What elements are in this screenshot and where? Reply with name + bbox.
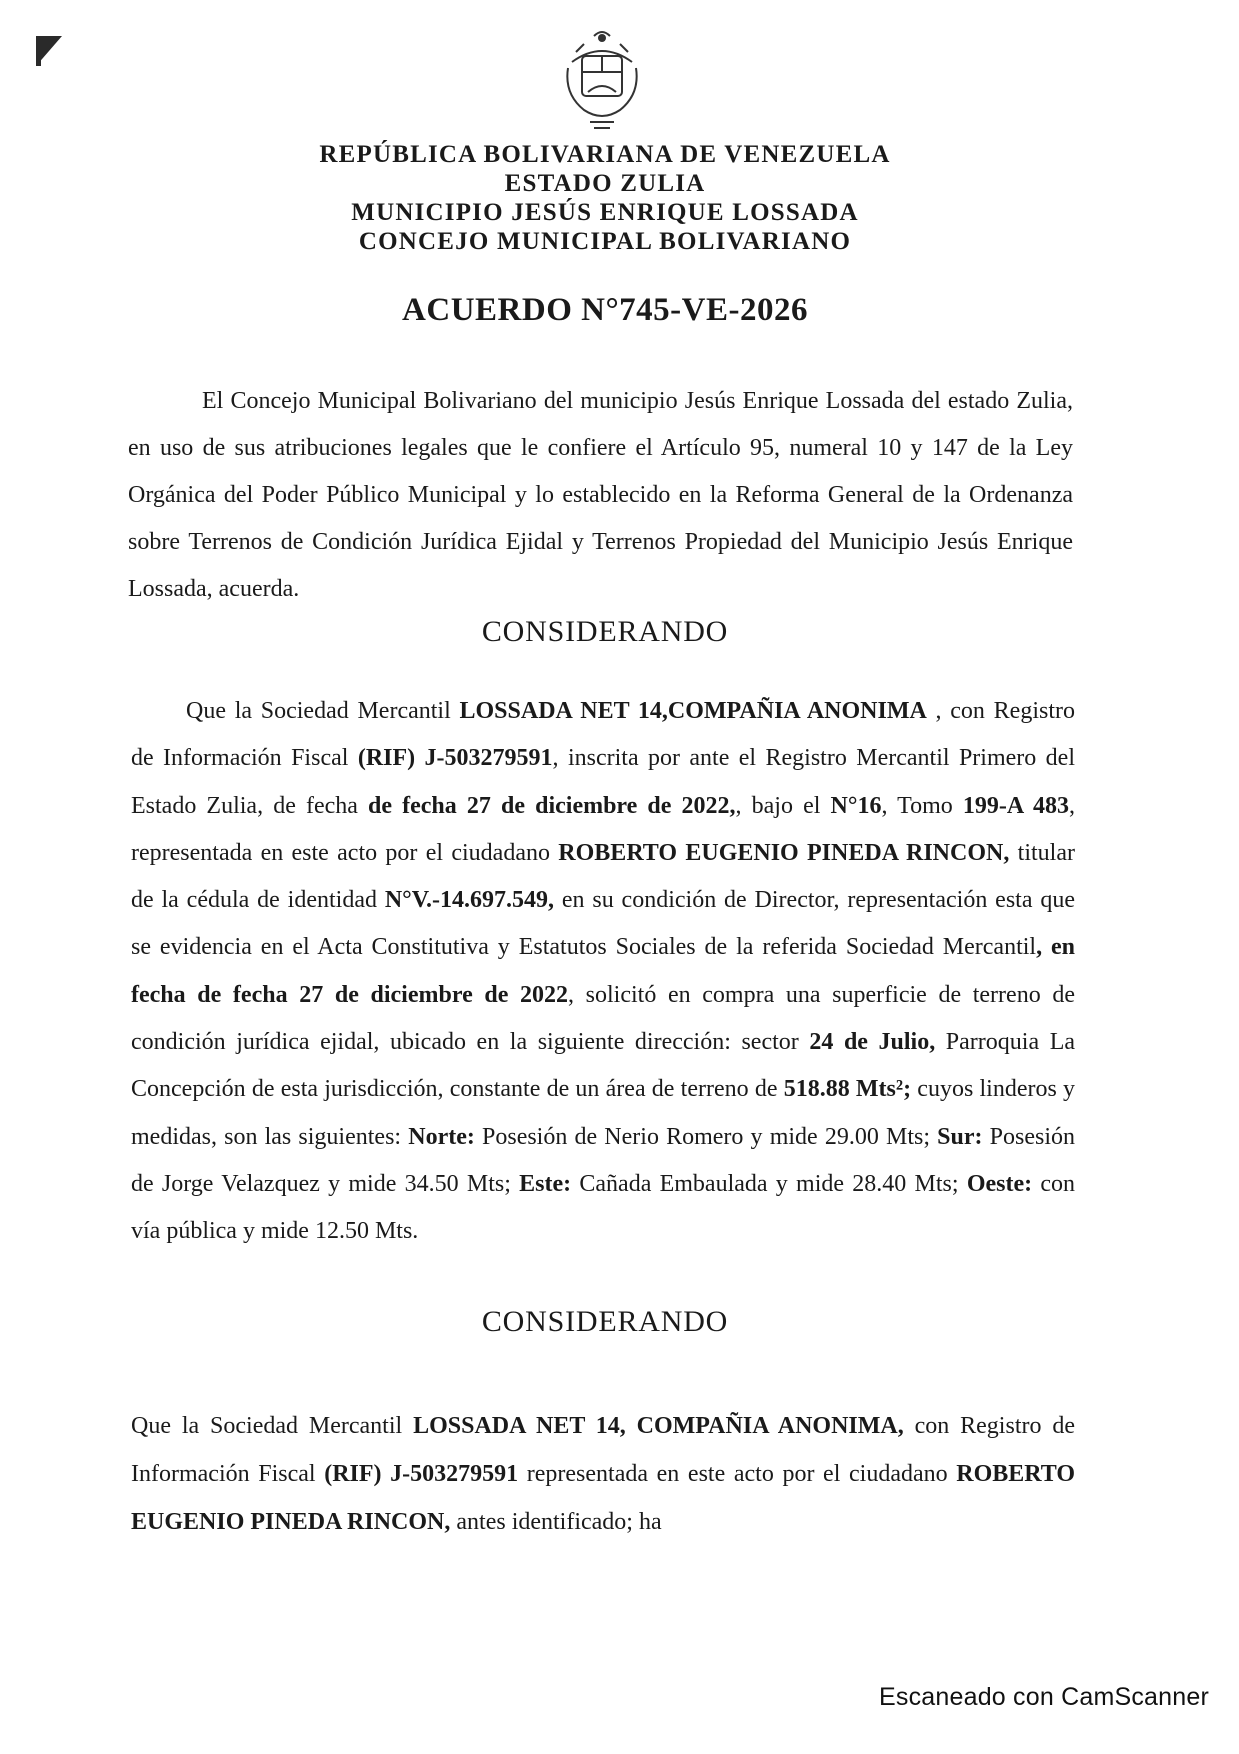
- bold-run: ROBERTO EUGENIO PINEDA RINCON,: [131, 1461, 1075, 1535]
- acuerdo-title: ACUERDO N°745-VE-2026: [402, 292, 808, 328]
- text-run: en su condición de Director, representación esta que se evidencia en el Acta Constitutiva y Estatutos Sociales de la referida Sociedad Mercantil: [131, 887, 1075, 961]
- text-run: Parroquia La Concepción de esta jurisdicción, constante de un área de terreno de: [131, 1029, 1076, 1103]
- header-line-council: CONCEJO MUNICIPAL BOLIVARIANO: [358, 228, 852, 255]
- bold-run: Norte:: [408, 1123, 475, 1150]
- intro-paragraph: El Concejo Municipal Bolivariano del municipio Jesús Enrique Lossada del estado Zulia, en uso de sus atribuciones legales que le confiere el Artículo 95, numeral 10 y 147 de la Ley Orgánica del Poder Público Municipal y lo establecido en la Reforma General de la Ordenanza sobre Terrenos de Condición Jurídica Ejidal y Terrenos Propiedad del Municipio Jesús Enrique Lossada, acuerda.: [128, 388, 1073, 602]
- text-run: Que la Sociedad Mercantil: [186, 698, 460, 724]
- considerando-title-1: CONSIDERANDO: [481, 615, 729, 648]
- document-header: [0, 140, 1210, 256]
- text-run: , solicitó en compra una superficie de terreno de condición jurídica ejidal, ubicado en la siguiente dirección: sector: [131, 981, 1075, 1056]
- text-run: , Tomo: [881, 792, 963, 819]
- text-run: , bajo el: [735, 792, 831, 819]
- text-run: titular de la cédula de identidad: [131, 839, 1075, 914]
- considerando-paragraph-1: [131, 688, 1075, 1256]
- text-run: , inscrita por ante el Registro Mercantil Primero del Estado Zulia, de fecha: [131, 745, 1075, 819]
- text-run: antes identificado; ha: [450, 1509, 662, 1535]
- considerando-title-2: CONSIDERANDO: [481, 1305, 729, 1338]
- bold-run: ROBERTO EUGENIO PINEDA RINCON,: [558, 839, 1010, 866]
- bold-run: de fecha 27 de diciembre de 2022,: [368, 792, 736, 819]
- coat-of-arms-seal: [554, 22, 650, 134]
- scan-corner-mark: [36, 36, 62, 66]
- bold-run: , en fecha de fecha 27 de diciembre de 2022: [131, 934, 1076, 1008]
- considerando-paragraph-2: [131, 1402, 1075, 1546]
- bold-run: LOSSADA NET 14, COMPAÑIA ANONIMA,: [413, 1413, 904, 1439]
- text-run: Posesión de Jorge Velazquez y mide 34.50 Mts;: [131, 1123, 1075, 1197]
- camscanner-footer: Escaneado con CamScanner: [879, 1683, 1209, 1711]
- text-run: Cañada Embaulada y mide 28.40 Mts;: [571, 1170, 967, 1197]
- text-run: con Registro de Información Fiscal: [131, 1413, 1076, 1487]
- bold-run: (RIF) J-503279591: [324, 1461, 519, 1487]
- bold-run: 199-A 483: [962, 792, 1070, 819]
- text-run: , con Registro de Información Fiscal: [131, 698, 1075, 772]
- text-run: Que la Sociedad Mercantil: [131, 1413, 414, 1439]
- header-line-municipality: MUNICIPIO JESÚS ENRIQUE LOSSADA: [351, 199, 859, 226]
- bold-run: Este:: [519, 1170, 572, 1197]
- bold-run: N°V.-14.697.549,: [384, 887, 554, 914]
- header-line-state: ESTADO ZULIA: [504, 170, 706, 197]
- text-run: representada en este acto por el ciudadano: [518, 1461, 957, 1487]
- text-run: cuyos linderos y medidas, son las siguientes:: [131, 1076, 1076, 1150]
- bold-run: 518.88 Mts²;: [783, 1076, 912, 1103]
- text-run: , representada en este acto por el ciudadano: [131, 792, 1076, 866]
- bold-run: 24 de Julio,: [809, 1029, 936, 1056]
- bold-run: N°16: [830, 792, 882, 819]
- bold-run: (RIF) J-503279591: [357, 745, 553, 772]
- bold-run: Oeste:: [966, 1170, 1033, 1197]
- bold-run: LOSSADA NET 14,COMPAÑIA ANONIMA: [459, 698, 927, 724]
- header-line-republic: REPÚBLICA BOLIVARIANA DE VENEZUELA: [319, 141, 891, 168]
- text-run: con vía pública y mide 12.50 Mts.: [131, 1170, 1076, 1245]
- bold-run: Sur:: [937, 1123, 983, 1150]
- text-run: Posesión de Nerio Romero y mide 29.00 Mts;: [474, 1123, 938, 1150]
